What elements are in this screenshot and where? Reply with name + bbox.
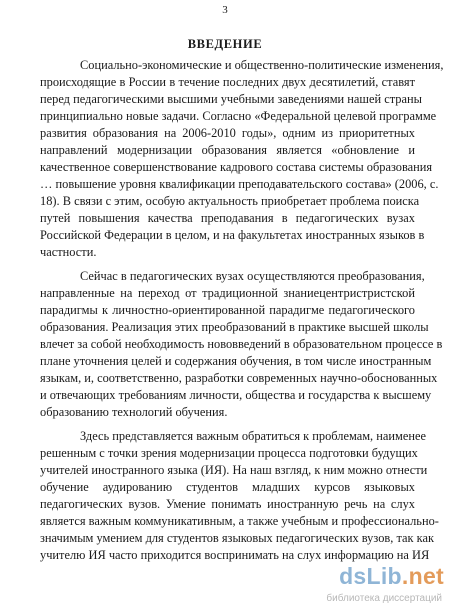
section-heading: ВВЕДЕНИЕ: [187, 37, 263, 51]
text-line: качественное совершенствование кадрового состава системы образования: [40, 160, 433, 174]
text-line: плане уточнения целей и содержания обучения, в том числе иностранным: [40, 354, 432, 368]
dslib-logo: dsLib.net: [339, 563, 444, 589]
text-line: влечет за собой необходимость нововведений в образовательном процессе в: [40, 337, 443, 351]
text-line: направлений модернизации образования является «обновление и: [40, 143, 415, 157]
text-line: Здесь представляется важным обратиться к проблемам, наименее: [80, 429, 426, 443]
text-line: Российской Федерации в целом, и на факультетах иностранных языков в: [40, 228, 425, 242]
text-line: Социально-экономические и общественно-политические изменения,: [80, 58, 444, 72]
text-line: образования. Реализация этих преобразований в практике высшей школы: [40, 320, 429, 334]
text-line: и отвечающих требованиям личности, общества и государства к высшему: [40, 388, 432, 402]
watermark-caption: библиотека диссертаций: [326, 593, 442, 604]
text-line: перед педагогическими высшими учебными заведениями нашей страны: [40, 92, 422, 106]
text-line: решенным с точки зрения модернизации процесса подготовки будущих: [40, 446, 418, 460]
text-line: развития образования на 2006-2010 годы», одним из приоритетных: [40, 126, 415, 140]
text-line: педагогических вузов. Умение понимать иностранную речь на слух: [40, 497, 415, 511]
text-line: частности.: [40, 245, 97, 259]
text-line: учителю ИЯ часто приходится воспринимать на слух информацию на ИЯ: [40, 548, 430, 562]
text-line: … повышение уровня квалификации преподавательского состава» (2006, с.: [40, 177, 439, 191]
text-line: значимым умением для студентов языковых педагогических вузов, так как: [40, 531, 434, 545]
text-line: Сейчас в педагогических вузах осуществляются преобразования,: [80, 269, 425, 283]
text-line: направленные на переход от традиционной знаниецентристристской: [40, 286, 415, 300]
text-line: языкам, и, соответственно, разработки современных научно-обоснованных: [40, 371, 438, 385]
text-line: образованию технологий обучения.: [40, 405, 228, 419]
text-line: обучение аудированию студентов младших курсов языковых: [40, 480, 415, 494]
text-line: принципиально новые задачи. Согласно «Федеральной целевой программе: [40, 109, 437, 123]
page-number: 3: [222, 4, 228, 16]
text-line: является важным коммуникативным, а также учебным и профессионально-: [40, 514, 439, 528]
text-line: парадигмы к личностно-ориентированной парадигме педагогического: [40, 303, 415, 317]
text-line: происходящие в России в течение последних двух десятилетий, ставят: [40, 75, 415, 89]
dslib-watermark: [326, 563, 444, 609]
text-line: путей повышения качества преподавания в педагогических вузах: [40, 211, 415, 225]
text-line: 18). В связи с этим, особую актуальность приобретает проблема поиска: [40, 194, 420, 208]
text-line: учителей иностранного языка (ИЯ). На наш взгляд, к ним можно отнести: [40, 463, 428, 477]
